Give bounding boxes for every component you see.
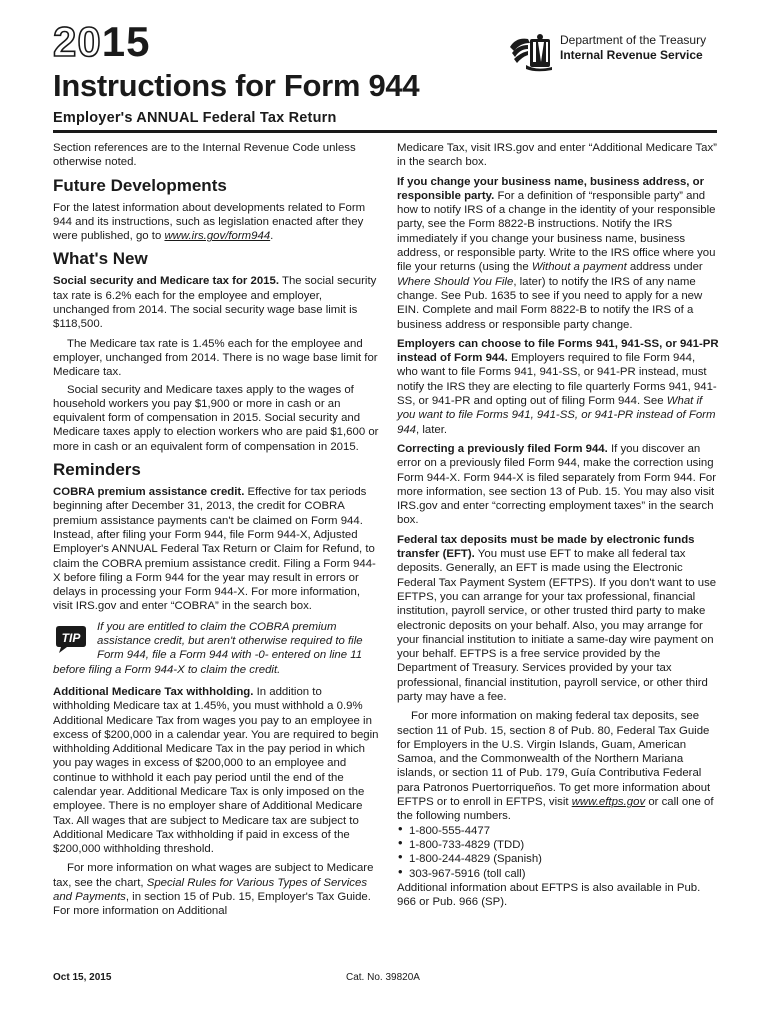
eft-subhead: Federal tax deposits must be made by electronic funds transfer (EFT). — [397, 533, 695, 561]
page-title: Instructions for Form 944 — [53, 68, 420, 103]
additional-medicare-subhead: Additional Medicare Tax withholding. — [53, 685, 254, 698]
more-info-paragraph: For more information on what wages are subject to Medicare tax, see the chart, Special Rules for Various Types of Services and Payments, in section 15 of Pub. 15, Employer's Tax Guide. For more information on Additional — [53, 862, 374, 918]
header-rule — [53, 130, 717, 133]
household-paragraph: Social security and Medicare taxes apply to the wages of household workers you pay $1,900 or more in cash or an equivalent form of compensation in 2015. Social security and Medicare taxes apply to election workers who are paid $1,600 or more in cash or an equivalent form of compensation in 2015. — [53, 383, 379, 453]
department-name: Department of the Treasury — [560, 33, 707, 47]
change-business-subhead: If you change your business name, business address, or responsible party. — [397, 175, 705, 202]
ss-medicare-subhead: Social security and Medicare tax for 2015. — [53, 275, 280, 288]
form944-link[interactable]: www.irs.gov/form944 — [164, 230, 271, 243]
choose-forms-subhead: Employers can choose to file Forms 941, 941-SS, or 941-PR instead of Form 944. — [397, 337, 719, 365]
list-item: • 303-967-5916 (toll call) — [397, 867, 719, 881]
page-subtitle: Employer's ANNUAL Federal Tax Return — [53, 110, 337, 126]
future-developments-text: For the latest information about developments related to Form 944 and its instructions, such as legislation enacted after they were published, go to www.irs.gov/form944. — [53, 201, 366, 243]
medicare-rate-paragraph: The Medicare tax rate is 1.45% each for the employee and employer, unchanged from 2014. There is no wage base limit for Medicare tax. — [53, 337, 378, 379]
year-bold: 15 — [101, 18, 151, 65]
footer-date: Oct 15, 2015 — [53, 972, 112, 983]
tip-label: TIP — [61, 630, 81, 645]
agency-name: Internal Revenue Service — [560, 48, 703, 62]
irs-eagle-logo-icon — [506, 33, 556, 73]
list-item: • 1-800-244-4829 (Spanish) — [397, 852, 719, 866]
right-column: Medicare Tax, visit IRS.gov and enter “Additional Medicare Tax” in the search box. If you change your business name, business address, or responsible party. For a definition of “responsible party” and how to notify IRS of a change in the identity of your responsible party, see the Form 8822-B instructions. Notify the IRS immediately if you change your business name, business address, or responsible party. Write to the IRS office where you file your returns (using the Without a payment address under Where Should You File, later) to notify the IRS of any name change. See Pub. 1635 to see if you need to apply for a new EIN. Complete and mail Form 8822-B to notify the IRS of a business address or responsible party change. Employers can choose to file Forms 941, 941-SS, or 941-PR instead of Form 944. Employers required to file Form 944, who want to file Forms 941, 941-SS, or 941-PR instead, must notify the IRS they are electing to file quarterly Forms 941, 941-SS, or 941-PR and opting out of filing Form 944. See What if you want to file Forms 941, 941-SS, or 941-PR instead of Form 944, later. Correcting a previously filed Form 944. If you discover an error on a previously filed Form 944, make the correction using Form 944-X. Form 944-X is filed separately from Form 944. For more information, see section 13 of Pub. 15. You may also visit IRS.gov and enter “correcting employment taxes” in the search box. Federal tax deposits must be made by electronic funds transfer (EFT). You must use EFT to make all federal tax deposits. Generally, an EFT is made using the Electronic Federal Tax Payment System (EFTPS). If you don't want to use EFTPS, you can arrange for your tax professional, financial institution, payroll service, or other trusted third party to make electronic deposits on your behalf. Also, you may arrange for your financial institution to initiate a same-day wire payment on your behalf. EFTPS is a free service provided by the Department of Treasury. Services provided by your tax professional, financial institution, payroll service, or other third party may have a fee. For more information on making federal tax deposits, see section 11 of Pub. 15, section 8 of Pub. 80, Federal Tax Guide for Employers in the U.S. Virgin Islands, Guam, American Samoa, and the Commonwealth of the Northern Mariana islands, or section 11 of Pub. 179, Guía Contributiva Federal para Patronos Puertorriqueños. To get more information about EFTPS or to enroll in EFTPS, visit www.eftps.gov or call one of the following numbers. • 1-800-555-4477 • 1-800-733-4829 (TDD) • 1-800-244-4829 (Spanish) • 303-967-5916 (toll call) Additional information about EFTPS is also available in Pub. 966 or Pub. 966 (SP). — [397, 141, 719, 914]
tip-icon — [53, 622, 89, 656]
form-year — [53, 19, 150, 65]
list-item: • 1-800-733-4829 (TDD) — [397, 838, 719, 852]
cobra-subhead: COBRA premium assistance credit. — [53, 486, 245, 499]
left-column: Section references are to the Internal Revenue Code unless otherwise noted. Future Developments For the latest information about developments related to Form 944 and its instructions, such as legislation enacted after they were published, go to www.irs.gov/form944. What's New Social security and Medicare tax for 2015. The social security tax rate is 6.2% each for the employee and employer, unchanged from 2014. The social security wage base limit is $118,500. The Medicare tax rate is 1.45% each for the employee and employer, unchanged from 2014. There is no wage base limit for Medicare tax. Social security and Medicare taxes apply to the wages of household workers you pay $1,900 or more in cash or an equivalent form of compensation in 2015. Social security and Medicare taxes apply to election workers who are paid $1,600 or more in cash or an equivalent form of compensation in 2015. Reminders COBRA premium assistance credit. Effective for tax periods beginning after December 31, 2013, the credit for COBRA premium assistance payments can't be claimed on Form 944. Instead, after filing your Form 944, file Form 944-X, Adjusted Employer's ANNUAL Federal Tax Return or Claim for Refund, to claim the COBRA premium assistance credit. Filing a Form 944-X before filing a Form 944 for the year may result in errors or delays in processing your Form 944-X. For more information, visit IRS.gov and enter “COBRA” in the search box. TIP If you are entitled to claim the COBRA premium assistance credit, but aren't otherwise required to file Form 944, file a Form 944 with -0- entered on line 11 before filing a Form 944-X to claim the credit. Additional Medicare Tax withholding. In addition to withholding Medicare tax at 1.45%, you must withhold a 0.9% Additional Medicare Tax from wages you pay to an employee in excess of $200,000 in a calendar year. You are required to begin withholding Additional Medicare Tax in the pay period in which you pay wages in excess of $200,000 to an employee and continue to withhold it each pay period until the end of the calendar year. Additional Medicare Tax is only imposed on the employee. There is no employer share of Additional Medicare Tax. All wages that are subject to Medicare tax are subject to Additional Medicare Tax withholding if paid in excess of the $200,000 withholding threshold. For more information on what wages are subject to Medicare tax, see the chart, Special Rules for Various Types of Services and Payments, in section 15 of Pub. 15, Employer's Tax Guide. For more information on Additional — [53, 141, 381, 922]
deposits-paragraph: For more information on making federal tax deposits, see section 11 of Pub. 15, section 8 of Pub. 80, Federal Tax Guide for Employers in the U.S. Virgin Islands, Guam, American Samoa, and the Commonwealth of the Northern Mariana islands, or section 11 of Pub. 179, Guía Contributiva Federal para Patronos Puertorriqueños. To get more information about EFTPS or to enroll in EFTPS, visit www.eftps.gov or call one of the following numbers. — [397, 710, 714, 823]
eftps-link[interactable]: www.eftps.gov — [571, 796, 646, 809]
whats-new-heading: What's New — [53, 249, 148, 269]
reminders-heading: Reminders — [53, 460, 141, 480]
continued-text: Medicare Tax, visit IRS.gov and enter “Additional Medicare Tax” in the search box. — [397, 142, 717, 169]
tip-box — [53, 620, 381, 677]
future-developments-heading: Future Developments — [53, 175, 227, 195]
intro-text: Section references are to the Internal Revenue Code unless otherwise noted. — [53, 142, 356, 169]
list-item: • 1-800-555-4477 — [397, 824, 719, 838]
footer-catalog-number: Cat. No. 39820A — [346, 972, 420, 983]
correcting-subhead: Correcting a previously filed Form 944. — [397, 442, 608, 455]
year-outline: 20 — [53, 18, 102, 65]
tip-text: If you are entitled to claim the COBRA premium assistance credit, but aren't otherwise required to file Form 944, file a Form 944 with -0- entered on line 11 before filing a Form 944-X to claim the credit. — [53, 620, 363, 676]
phone-list — [397, 824, 719, 881]
eftps-pub-paragraph: Additional information about EFTPS is also available in Pub. 966 or Pub. 966 (SP). — [397, 881, 701, 909]
